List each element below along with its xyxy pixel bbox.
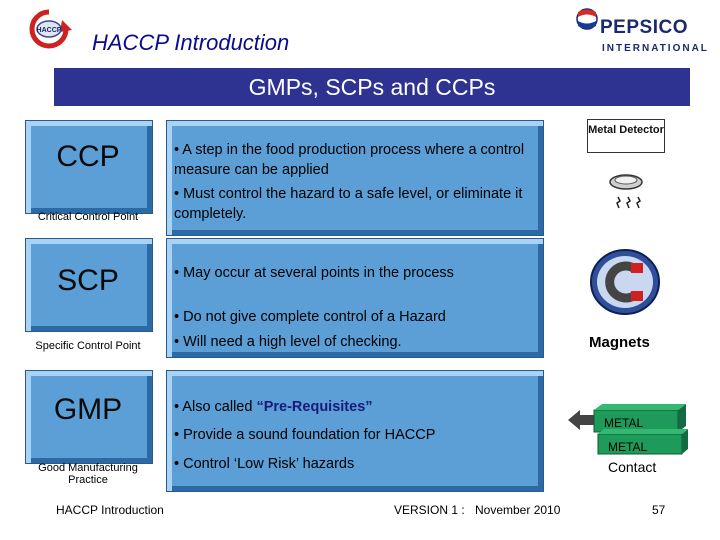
ccp-label: CCP xyxy=(56,140,120,173)
gmp-bullet-1 xyxy=(174,397,534,417)
magnets-label: Magnets xyxy=(589,334,650,351)
gmp-bullet-1-text: • Also called xyxy=(174,399,257,415)
ccp-full-label: Critical Control Point xyxy=(37,211,139,223)
section-banner xyxy=(54,68,690,106)
page-number: 57 xyxy=(652,503,666,517)
haccp-logo xyxy=(22,8,76,50)
page-title: HACCP Introduction xyxy=(92,30,290,55)
banner-title: GMPs, SCPs and CCPs xyxy=(248,74,496,100)
ccp-bullet-2: • Must control the hazard to a safe level, or eliminate it completely. xyxy=(174,186,523,222)
magnet-icon xyxy=(589,249,661,315)
gmp-full-label: Good Manufacturing Practice xyxy=(38,462,138,486)
contact-label: Contact xyxy=(608,459,657,475)
ccp-bullet-1: • A step in the food production process where a control measure can be applied xyxy=(174,142,525,178)
pepsico-name: PEPSICO xyxy=(600,17,688,38)
scp-label: SCP xyxy=(57,264,119,297)
footer-version: VERSION 1 : xyxy=(394,503,465,517)
scp-bullet-1: • May occur at several points in the process xyxy=(174,265,454,281)
gmp-label: GMP xyxy=(53,393,123,426)
pepsico-subtitle: INTERNATIONAL xyxy=(602,43,709,54)
footer-date: November 2010 xyxy=(475,503,561,517)
gmp-bullet-2: • Provide a sound foundation for HACCP xyxy=(174,427,436,443)
metal-detector-icon xyxy=(598,165,668,225)
metal-label-1: METAL xyxy=(604,416,644,430)
gmp-bullet-1-quote: “Pre-Requisites” xyxy=(256,399,373,415)
logo-text: HACCP xyxy=(36,27,62,34)
metal-detector-label: Metal Detector xyxy=(587,119,665,153)
scp-bullet-2: • Do not give complete control of a Hazard xyxy=(174,309,446,325)
gmp-bullet-3: • Control ‘Low Risk’ hazards xyxy=(174,456,355,472)
metal-label-2: METAL xyxy=(608,440,648,454)
scp-bullet-3: • Will need a high level of checking. xyxy=(174,334,402,350)
footer-title: HACCP Introduction xyxy=(56,503,164,517)
scp-full-label: Specific Control Point xyxy=(35,340,141,352)
